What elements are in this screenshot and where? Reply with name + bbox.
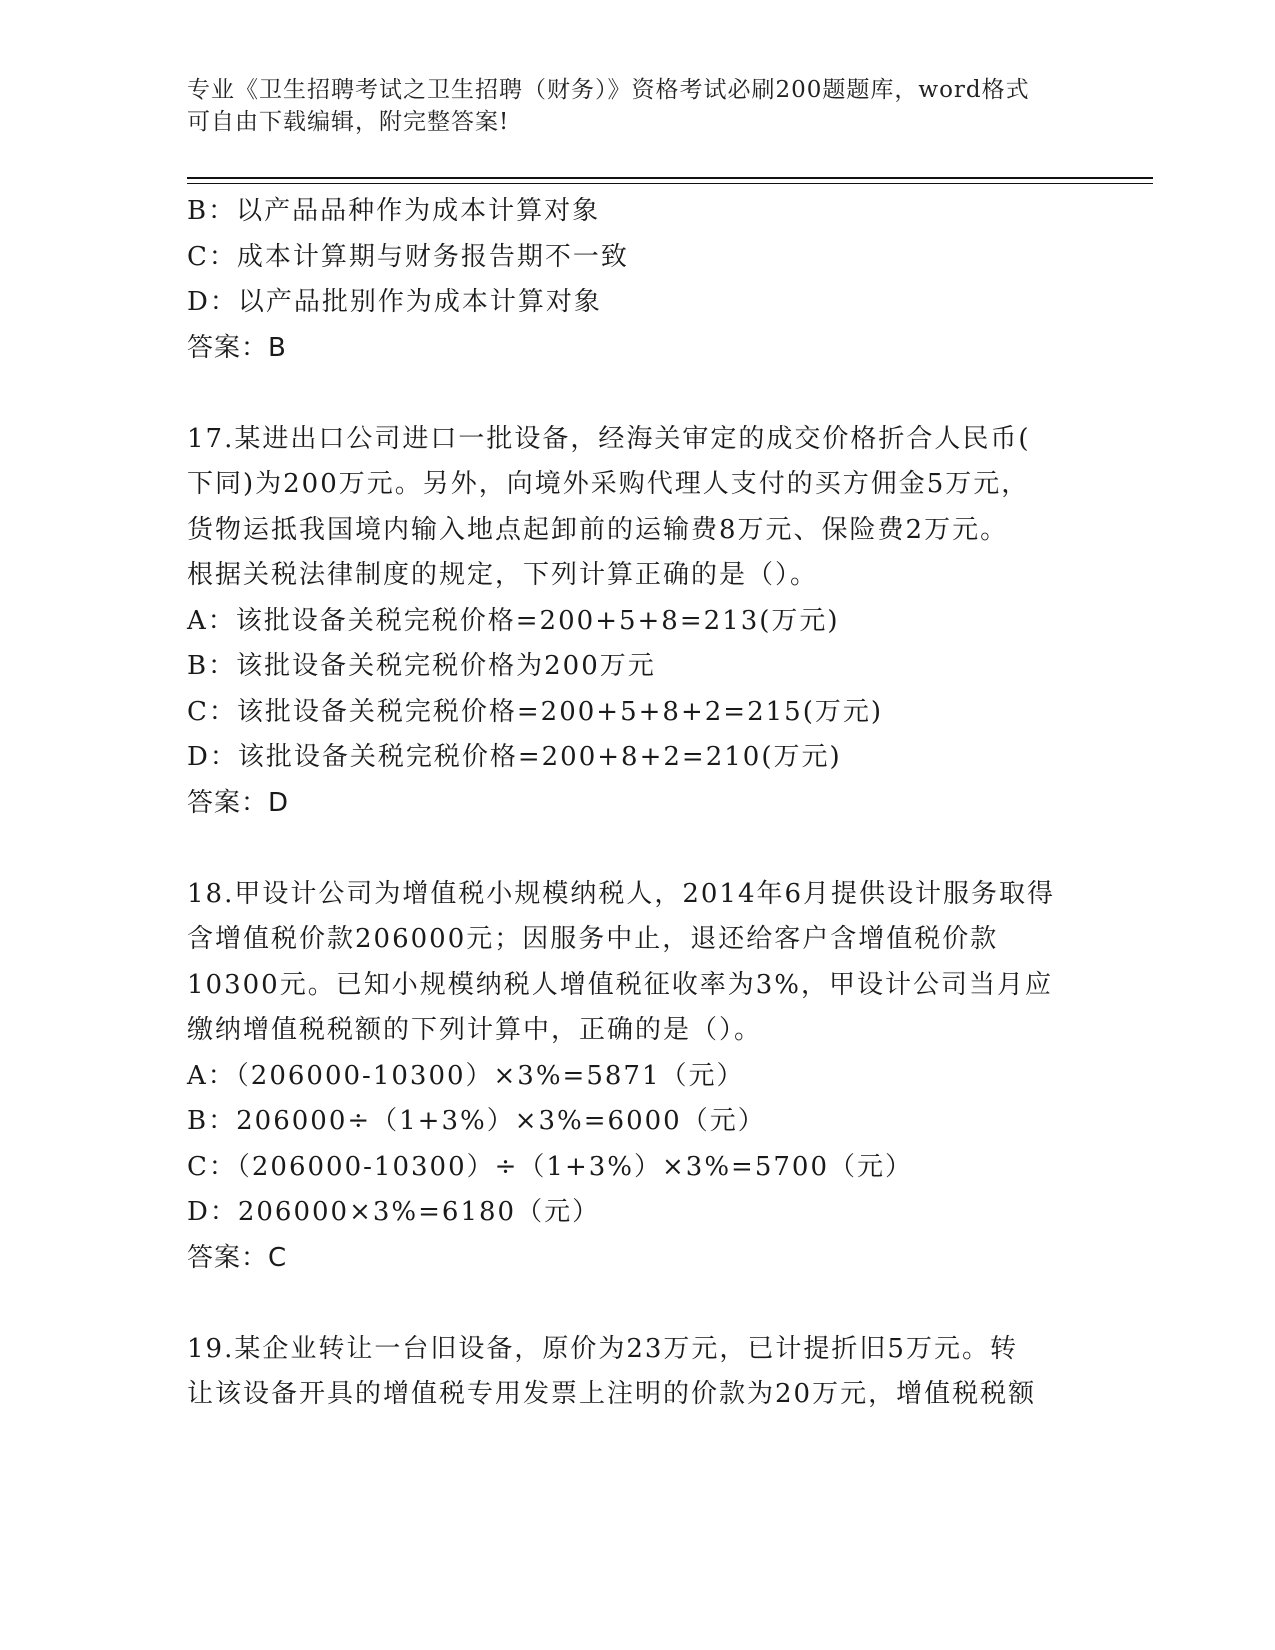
question-text-line: 根据关税法律制度的规定，下列计算正确的是（）。 bbox=[187, 560, 819, 590]
answer: 答案：C bbox=[187, 1242, 288, 1273]
document-header bbox=[187, 74, 1077, 138]
option-b: B：该批设备关税完税价格为200万元 bbox=[187, 651, 656, 681]
question-text-line: 含增值税价款206000元；因服务中止，退还给客户含增值税价款 bbox=[187, 924, 999, 954]
header-line-2: 可自由下载编辑，附完整答案! bbox=[187, 109, 510, 135]
option-c: C：该批设备关税完税价格=200+5+8+2=215(万元) bbox=[187, 696, 883, 727]
question-text-line: 缴纳增值税税额的下列计算中，正确的是（）。 bbox=[187, 1015, 763, 1045]
option-a: A：该批设备关税完税价格=200+5+8=213(万元) bbox=[187, 605, 840, 636]
document-body bbox=[187, 189, 1087, 1418]
option-b: B：以产品品种作为成本计算对象 bbox=[187, 196, 601, 226]
question-text-line: 17.某进出口公司进口一批设备，经海关审定的成交价格折合人民币( bbox=[187, 423, 1031, 454]
option-b: B：206000÷（1+3%）×3%=6000（元） bbox=[187, 1106, 766, 1136]
header-divider-thick bbox=[187, 177, 1153, 179]
spacer bbox=[187, 826, 1087, 872]
option-a: A：（206000-10300）×3%=5871（元） bbox=[187, 1060, 745, 1091]
question-18 bbox=[187, 872, 1087, 1282]
question-16-continued bbox=[187, 189, 1087, 371]
option-d: D：以产品批别作为成本计算对象 bbox=[187, 287, 602, 317]
option-c: C：成本计算期与财务报告期不一致 bbox=[187, 241, 629, 272]
answer: 答案：B bbox=[187, 332, 287, 363]
answer: 答案：D bbox=[187, 787, 290, 818]
question-text-line: 18.甲设计公司为增值税小规模纳税人，2014年6月提供设计服务取得 bbox=[187, 878, 1056, 909]
question-17 bbox=[187, 417, 1087, 827]
question-19 bbox=[187, 1327, 1087, 1418]
spacer bbox=[187, 1281, 1087, 1327]
header-divider-thin bbox=[187, 183, 1153, 184]
question-text-line: 货物运抵我国境内输入地点起卸前的运输费8万元、保险费2万元。 bbox=[187, 514, 1009, 545]
question-text-line: 让该设备开具的增值税专用发票上注明的价款为20万元，增值税税额 bbox=[187, 1379, 1037, 1409]
question-text-line: 下同)为200万元。另外，向境外采购代理人支付的买方佣金5万元， bbox=[187, 469, 1030, 499]
option-c: C：（206000-10300）÷（1+3%）×3%=5700（元） bbox=[187, 1151, 913, 1182]
question-text-line: 10300元。已知小规模纳税人增值税征收率为3%，甲设计公司当月应 bbox=[187, 969, 1053, 1000]
option-d: D：206000×3%=6180（元） bbox=[187, 1197, 601, 1227]
question-text-line: 19.某企业转让一台旧设备，原价为23万元，已计提折旧5万元。转 bbox=[187, 1333, 1018, 1364]
header-line-1: 专业《卫生招聘考试之卫生招聘（财务）》资格考试必刷200题题库，word格式 bbox=[187, 77, 1030, 103]
spacer bbox=[187, 371, 1087, 417]
option-d: D：该批设备关税完税价格=200+8+2=210(万元) bbox=[187, 742, 842, 772]
